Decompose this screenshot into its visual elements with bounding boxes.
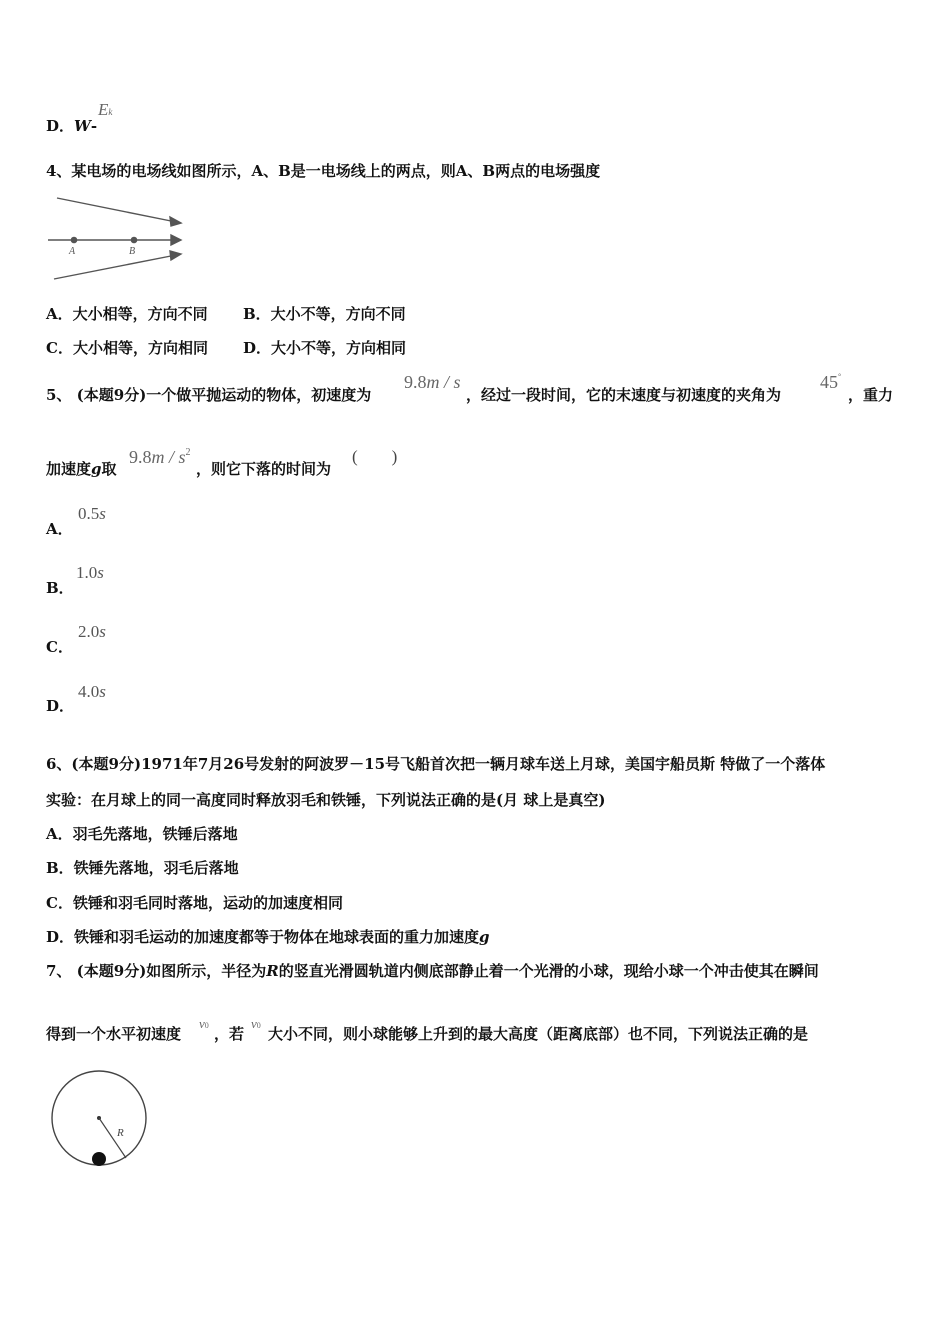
option-value: 1.0 (76, 563, 98, 582)
q5-option-a-letter: A． (46, 520, 73, 538)
point-a (71, 237, 76, 242)
q6-option-d (46, 927, 490, 947)
q7-stem-part2: 的竖直光滑圆轨道内侧底部静止着一个光滑的小球，现给小球一个冲击使其在瞬间 (278, 962, 819, 980)
w-symbol: W (74, 117, 91, 135)
ek-sub: k (108, 107, 113, 117)
ek-main: E (98, 100, 109, 119)
q5-stem-part1: 5、 (本题9分)一个做平抛运动的物体，初速度为 (46, 386, 372, 404)
q5-stem-line2 (46, 459, 117, 479)
v-sub: 0 (204, 1021, 209, 1030)
option-unit: s (97, 563, 104, 582)
g-unit-sup: 2 (185, 447, 191, 458)
ek-symbol (98, 100, 112, 120)
q5-stem-part3: ，重力 (848, 386, 894, 404)
q7-stem-line1 (46, 961, 819, 981)
q7-v0-symbol-1 (199, 1016, 209, 1032)
q5-option-b-letter: B． (46, 579, 74, 597)
label-r: R (117, 1127, 124, 1139)
arrow-head-top (170, 217, 181, 226)
option-letter: D． (46, 117, 75, 135)
q5-option-a-value (78, 504, 106, 524)
angle-value: 45 (820, 372, 838, 392)
q6-option-c: C．铁锤和羽毛同时落地，运动的加速度相同 (46, 894, 343, 912)
field-line-bottom (54, 255, 176, 279)
q7-stem-part5: 大小不同，则小球能够上升到的最大高度（距离底部）也不同，下列说法正确的是 (268, 1025, 809, 1043)
option-value: 0.5 (78, 504, 100, 523)
small-ball (92, 1152, 106, 1166)
q5-answer-bracket: ( ) (352, 447, 398, 466)
q4-option-b: B．大小不等，方向不同 (243, 305, 406, 323)
field-line-top (57, 198, 176, 222)
q5-gravity-value (129, 447, 191, 468)
dash: - (90, 117, 98, 135)
q7-stem-part4: ，若 (214, 1025, 245, 1043)
q4-stem: 4、某电场的电场线如图所示，A、B是一电场线上的两点，则A、B两点的电场强度 (46, 162, 601, 180)
q6-option-a: A．羽毛先落地，铁锤后落地 (46, 825, 238, 843)
arrow-head-bottom (170, 251, 181, 260)
v-main: v (251, 1016, 257, 1031)
q3-option-d (46, 116, 97, 136)
q7-stem-part3: 得到一个水平初速度 (46, 1025, 182, 1043)
q6-option-d-text: D．铁锤和羽毛运动的加速度都等于物体在地球表面的重力加速度 (46, 928, 480, 946)
g-symbol: g (91, 460, 102, 478)
q5-option-d-letter: D． (46, 697, 75, 715)
label-b: B (129, 246, 136, 257)
q5-initial-velocity (404, 372, 461, 393)
q4-option-d: D．大小不等，方向相同 (243, 339, 407, 357)
q5-stem-part6: ，则它下落的时间为 (196, 460, 332, 478)
v-sub: 0 (256, 1021, 261, 1030)
q7-v0-symbol-2 (251, 1016, 261, 1032)
option-unit: s (99, 682, 106, 701)
q4-option-a: A．大小相等，方向不同 (46, 305, 208, 323)
q6-stem-line2: 实验：在月球上的同一高度同时释放羽毛和铁锤，下列说法正确的是(月 球上是真空) (46, 791, 606, 809)
v0-value: 9.8 (404, 372, 427, 392)
v-main: v (199, 1016, 205, 1031)
angle-unit: ° (838, 372, 842, 381)
option-value: 2.0 (78, 622, 100, 641)
label-a: A (69, 246, 76, 257)
r-symbol: R (266, 962, 279, 980)
circular-track-figure (46, 1068, 156, 1178)
arrow-head-middle (171, 235, 181, 245)
q5-stem-part2: ，经过一段时间，它的末速度与初速度的夹角为 (466, 386, 782, 404)
option-unit: s (99, 622, 106, 641)
v0-unit: m / s (426, 372, 461, 392)
option-unit: s (99, 504, 106, 523)
electric-field-lines-figure (44, 192, 184, 282)
point-b (131, 237, 136, 242)
g-symbol: g (479, 928, 490, 946)
q5-option-c-value (78, 622, 106, 642)
q4-option-c: C．大小相等，方向相同 (46, 339, 208, 357)
g-value: 9.8 (129, 447, 152, 467)
q5-option-c-letter: C． (46, 638, 73, 656)
g-unit: m / s (151, 447, 186, 467)
q5-angle (820, 372, 841, 393)
q5-stem-part5: 取 (101, 460, 117, 478)
q6-stem-line1: 6、(本题9分)1971年7月26号发射的阿波罗－15号飞船首次把一辆月球车送上月球，美国宇船员斯 特做了一个落体 (46, 755, 826, 773)
q5-stem-part4: 加速度 (46, 460, 92, 478)
q5-option-d-value (78, 682, 106, 702)
option-value: 4.0 (78, 682, 100, 701)
q6-option-b: B．铁锤先落地，羽毛后落地 (46, 859, 239, 877)
q5-option-b-value (76, 563, 104, 583)
q7-stem-part1: 7、 (本题9分)如图所示，半径为 (46, 962, 267, 980)
